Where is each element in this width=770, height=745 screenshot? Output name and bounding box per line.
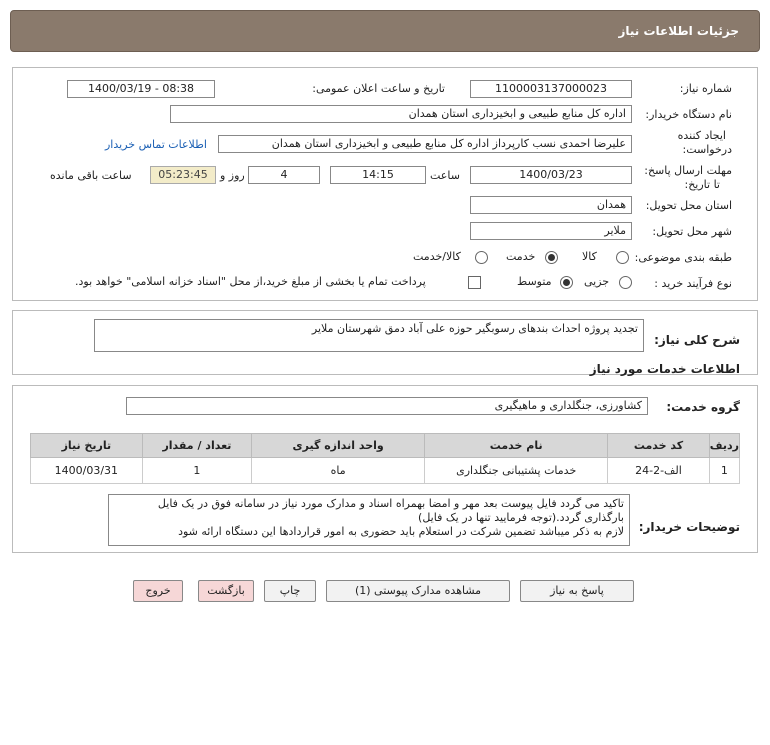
cell-date: 1400/03/31: [31, 458, 143, 484]
process-medium-label: متوسط: [517, 275, 552, 288]
province-field: همدان: [470, 196, 632, 214]
print-button[interactable]: چاپ: [264, 580, 316, 602]
process-minor-radio[interactable]: [619, 276, 632, 289]
requester-label-line2: درخواست:: [682, 143, 732, 156]
remaining-time-label: ساعت باقی مانده: [50, 169, 132, 182]
days-label: روز و: [220, 169, 245, 182]
need-number-label: شماره نیاز:: [679, 82, 732, 95]
process-medium-radio[interactable]: [560, 276, 573, 289]
buyer-contact-link[interactable]: اطلاعات تماس خریدار: [105, 138, 207, 151]
col-code-header: کد خدمت: [608, 434, 710, 458]
requester-label-line1: ایجاد کننده: [677, 129, 726, 142]
announce-datetime-field: 1400/03/19 - 08:38: [67, 80, 215, 98]
buyer-notes-line1: تاکید می گردد فایل پیوست بعد مهر و امضا بهمراه اسناد و مدارک مورد نیاز در سامانه فوق در یک فایل: [157, 497, 624, 510]
need-number-field: 1100003137000023: [470, 80, 632, 98]
back-button[interactable]: بازگشت: [198, 580, 254, 602]
province-label: استان محل تحویل:: [645, 199, 732, 212]
cell-qty: 1: [142, 458, 251, 484]
need-details-panel: [12, 67, 758, 301]
reply-button[interactable]: پاسخ به نیاز: [520, 580, 634, 602]
buyer-notes-line3: لازم به ذکر میباشد تضمین شرکت در استعلام باید حضوری به امور قراردادها این دستگاه ارائه شود: [178, 525, 624, 538]
buyer-org-field: اداره کل منابع طبیعی و ابخیزداری استان همدان: [170, 105, 632, 123]
announce-datetime-label: تاریخ و ساعت اعلان عمومی:: [312, 82, 445, 95]
cell-unit: ماه: [252, 458, 425, 484]
description-field: تجدید پروژه احداث بندهای رسوبگیر حوزه علی آباد دمق شهرستان ملایر: [94, 319, 644, 352]
deadline-label-line1: مهلت ارسال پاسخ:: [644, 164, 732, 177]
treasury-payment-checkbox[interactable]: [468, 276, 481, 289]
service-group-label: گروه خدمت:: [666, 400, 740, 414]
cell-code: الف-2-24: [608, 458, 710, 484]
cell-row: 1: [709, 458, 739, 484]
deadline-time-field: 14:15: [330, 166, 426, 184]
col-date-header: تاریخ نیاز: [31, 434, 143, 458]
page-title: جزئیات اطلاعات نیاز: [618, 24, 739, 38]
process-minor-label: جزیی: [584, 275, 610, 288]
services-table-header: [31, 434, 740, 458]
city-field: ملایر: [470, 222, 632, 240]
table-row: [31, 458, 740, 484]
view-attachments-button[interactable]: مشاهده مدارک پیوستی (1): [326, 580, 510, 602]
col-row-header: ردیف: [709, 434, 739, 458]
deadline-label-line2: تا تاریخ:: [684, 178, 720, 191]
exit-button[interactable]: خروج: [133, 580, 183, 602]
category-goods-label: کالا: [582, 250, 597, 263]
col-qty-header: تعداد / مقدار: [142, 434, 251, 458]
buyer-notes-line2: بارگذاری گردد.(توجه فرمایید تنها در یک فایل): [418, 511, 624, 524]
category-label: طبقه بندی موضوعی:: [634, 251, 732, 264]
description-label: شرح کلی نیاز:: [654, 333, 740, 347]
category-service-label: خدمت: [506, 250, 536, 263]
category-goods-service-label: کالا/خدمت: [413, 250, 461, 263]
service-group-field: کشاورزی، جنگلداری و ماهیگیری: [126, 397, 648, 415]
category-service-radio[interactable]: [545, 251, 558, 264]
remaining-days-field: 4: [248, 166, 320, 184]
col-unit-header: واحد اندازه گیری: [252, 434, 425, 458]
services-table: [30, 433, 740, 484]
buyer-org-label: نام دستگاه خریدار:: [645, 108, 732, 121]
city-label: شهر محل تحویل:: [652, 225, 732, 238]
deadline-date-field: 1400/03/23: [470, 166, 632, 184]
cell-name: خدمات پشتیبانی جنگلداری: [425, 458, 608, 484]
remaining-time-field: 05:23:45: [150, 166, 216, 184]
category-goods-radio[interactable]: [616, 251, 629, 264]
buyer-notes-box: [108, 494, 630, 546]
col-name-header: نام خدمت: [425, 434, 608, 458]
requester-field: علیرضا احمدی نسب کارپرداز اداره کل منابع طبیعی و ابخیزداری استان همدان: [218, 135, 632, 153]
page-header: [10, 10, 760, 52]
category-goods-service-radio[interactable]: [475, 251, 488, 264]
deadline-time-label: ساعت: [430, 169, 460, 182]
buyer-notes-label: توضیحات خریدار:: [638, 520, 740, 534]
process-type-label: نوع فرآیند خرید :: [654, 277, 732, 290]
treasury-payment-text: پرداخت تمام یا بخشی از مبلغ خرید،از محل "اسناد خزانه اسلامی" خواهد بود.: [75, 275, 426, 288]
services-section-title: اطلاعات خدمات مورد نیاز: [589, 362, 740, 376]
